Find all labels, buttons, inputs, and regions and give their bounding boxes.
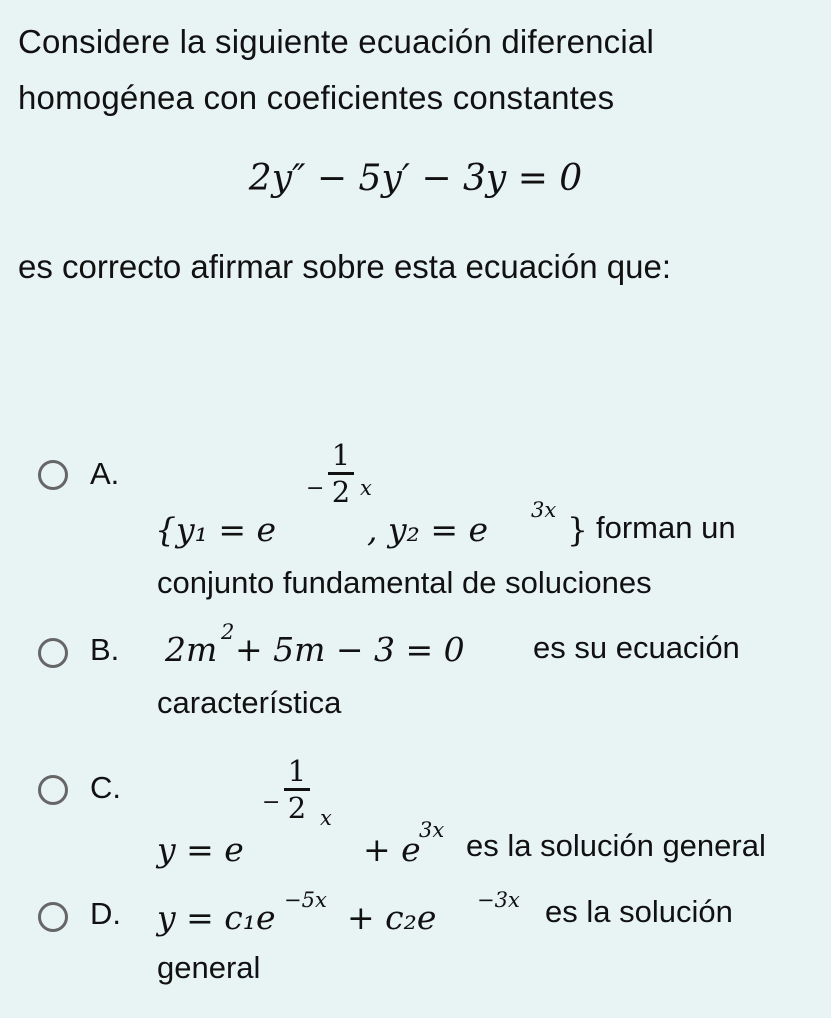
option-a-text-2: conjunto fundamental de soluciones [157, 565, 652, 600]
option-d-text-1: es la solución [545, 894, 733, 929]
radio-button-c[interactable] [38, 775, 68, 805]
option-c-exp-fraction: 1 2 [284, 756, 310, 823]
question-line-2: homogénea con coeficientes constantes [18, 79, 615, 116]
option-c-letter: C. [90, 770, 121, 805]
option-a-text-1: forman un [596, 510, 736, 545]
option-c-exp-minus: − [262, 790, 281, 815]
option-a-exp-fraction: 1 2 [328, 440, 354, 507]
radio-button-a[interactable] [38, 460, 68, 490]
question-statement [18, 14, 818, 126]
option-a-exp-minus: − [306, 476, 325, 501]
option-b-text-1: es su ecuación [533, 630, 740, 665]
option-d-letter: D. [90, 896, 121, 931]
radio-button-d[interactable] [38, 902, 68, 932]
option-c-exp-var: x [320, 806, 332, 830]
option-a-exp-var: x [360, 476, 372, 500]
option-a-letter: A. [90, 456, 120, 491]
option-b-letter: B. [90, 632, 120, 667]
option-d-text-2: general [157, 950, 261, 985]
radio-button-b[interactable] [38, 638, 68, 668]
differential-equation: 2y″ − 5y′ − 3y = 0 [248, 158, 583, 199]
question-line-1: Considere la siguiente ecuación diferencial [18, 23, 654, 60]
question-prompt: es correcto afirmar sobre esta ecuación que: [18, 248, 671, 285]
option-b-text-2: característica [157, 685, 342, 720]
option-c-text-1: es la solución general [466, 828, 766, 863]
